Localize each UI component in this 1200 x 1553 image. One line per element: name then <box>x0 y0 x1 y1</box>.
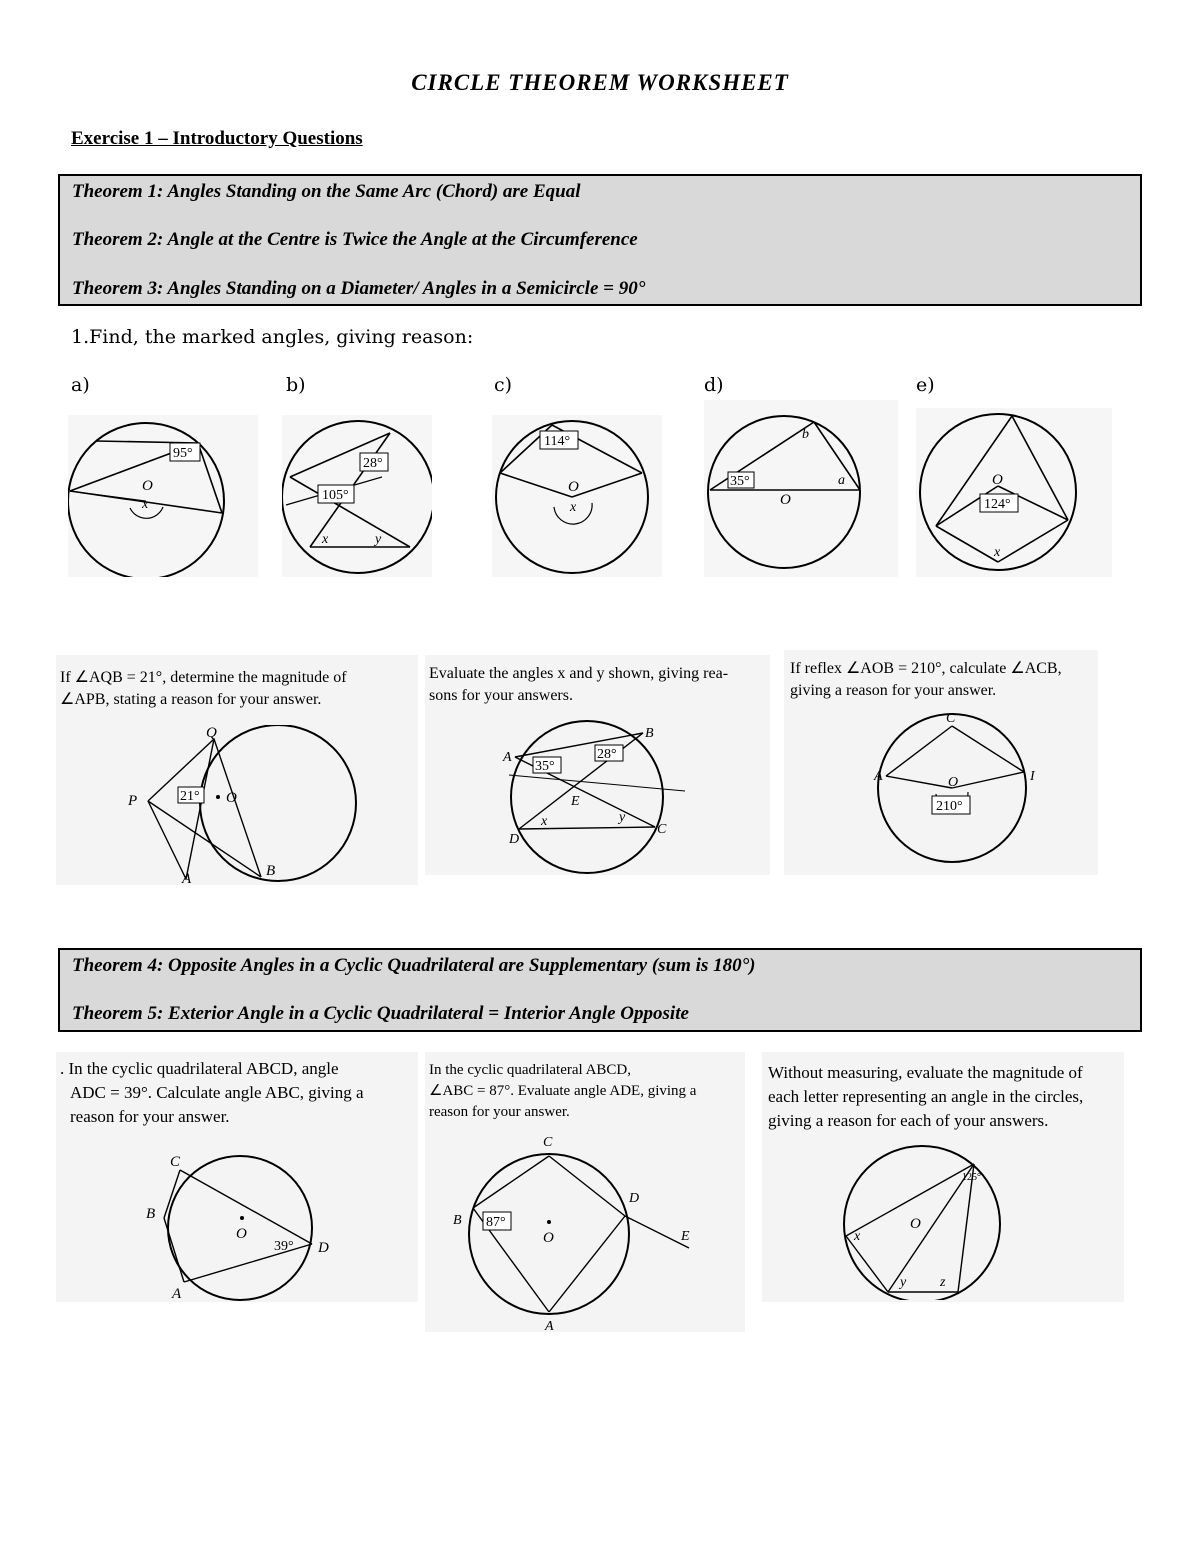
label-r3-1-C: C <box>170 1154 181 1170</box>
label-r2-2-B: B <box>645 726 654 741</box>
theorem-box-1 <box>58 174 1142 306</box>
label-r3-1-O: O <box>236 1226 247 1242</box>
label-r3-1-A: A <box>172 1286 182 1302</box>
diagram-r3-1 <box>142 1152 352 1302</box>
part-label-b: b) <box>286 374 306 396</box>
question-r2-3 <box>784 650 1098 875</box>
instruction: 1.Find, the marked angles, giving reason: <box>71 326 474 348</box>
label-r3-3-angle: 125° <box>962 1172 981 1183</box>
diagram-c <box>492 415 662 577</box>
label-r3-3-O: O <box>910 1216 921 1232</box>
q-r3-3-line3: giving a reason for each of your answers. <box>768 1111 1049 1130</box>
label-a-angle: 95° <box>173 446 193 461</box>
question-r2-2 <box>425 655 770 875</box>
label-a-x: x <box>142 497 149 512</box>
diagram-d <box>704 400 898 577</box>
theorem-1: Theorem 1: Angles Standing on the Same Arc (Chord) are Equal <box>72 181 581 202</box>
label-r2-3-B: I <box>1030 769 1035 784</box>
diagram-r2-2 <box>495 719 745 875</box>
label-r2-3-A: A <box>874 769 883 784</box>
exercise-heading: Exercise 1 – Introductory Questions <box>71 128 363 149</box>
label-b-y: y <box>375 532 382 547</box>
label-r3-1-D: D <box>318 1240 329 1256</box>
label-r3-2-angle: 87° <box>486 1215 506 1230</box>
diagram-r3-2 <box>449 1132 739 1332</box>
label-r2-2-A: A <box>503 750 512 765</box>
part-label-c: c) <box>494 374 513 396</box>
diagram-e <box>916 408 1112 577</box>
diagram-a <box>68 415 258 577</box>
label-r2-2-C: C <box>657 822 667 837</box>
label-r2-1-O: O <box>226 790 237 806</box>
label-r2-2-D: D <box>509 832 520 847</box>
label-r3-1-B: B <box>146 1206 156 1222</box>
q-r3-3-line1: Without measuring, evaluate the magnitude of <box>768 1063 1083 1082</box>
label-r2-2-E: E <box>571 794 580 809</box>
question-r3-1 <box>56 1052 418 1302</box>
theorem-3: Theorem 3: Angles Standing on a Diameter/ Angles in a Semicircle = 90° <box>72 278 646 299</box>
label-r2-3-C: C <box>946 711 956 726</box>
label-e-x: x <box>994 545 1001 560</box>
label-e-centre: O <box>992 472 1003 488</box>
q-r3-1-line1: . In the cyclic quadrilateral ABCD, angle <box>60 1059 339 1078</box>
label-r2-1-angle: 21° <box>180 789 200 804</box>
label-r3-2-O: O <box>543 1230 554 1246</box>
label-r3-1-angle: 39° <box>274 1239 294 1254</box>
theorem-5: Theorem 5: Exterior Angle in a Cyclic Quadrilateral = Interior Angle Opposite <box>72 1003 689 1024</box>
label-r2-3-angle: 210° <box>936 799 963 814</box>
worksheet-title: CIRCLE THEOREM WORKSHEET <box>411 70 789 95</box>
label-r3-2-A: A <box>545 1319 554 1332</box>
q-r3-2-line2: ∠ABC = 87°. Evaluate angle ADE, giving a <box>429 1083 697 1099</box>
diagram-b <box>282 415 432 577</box>
label-b-105: 105° <box>322 488 349 503</box>
label-r2-2-x: x <box>541 814 548 829</box>
label-r3-2-D: D <box>629 1191 640 1206</box>
label-r3-3-z: z <box>940 1275 946 1290</box>
part-label-e: e) <box>916 374 935 396</box>
label-d-a: a <box>838 473 845 488</box>
question-r2-1 <box>56 655 418 885</box>
diagram-r2-1 <box>126 725 386 885</box>
label-c-centre: O <box>568 479 579 495</box>
label-r2-1-A: A <box>182 871 192 885</box>
q-r3-1-line2: ADC = 39°. Calculate angle ABC, giving a <box>70 1083 364 1102</box>
label-c-angle: 114° <box>544 434 571 449</box>
label-a-centre: O <box>142 478 153 494</box>
question-r3-3 <box>762 1052 1124 1302</box>
label-r3-3-x: x <box>854 1229 861 1244</box>
q-r3-2-line3: reason for your answer. <box>429 1104 570 1120</box>
label-r3-3-y: y <box>900 1275 907 1290</box>
q-r2-2-line2: sons for your answers. <box>429 687 573 704</box>
q-r3-2-line1: In the cyclic quadrilateral ABCD, <box>429 1062 632 1078</box>
theorem-box-2 <box>58 948 1142 1032</box>
label-r2-1-P: P <box>128 793 138 809</box>
label-d-b: b <box>802 427 809 442</box>
q-r3-3-line2: each letter representing an angle in the circles, <box>768 1087 1084 1106</box>
diagram-r3-3 <box>838 1144 1008 1300</box>
label-b-x: x <box>322 532 329 547</box>
q-r2-3-line1: If reflex ∠AOB = 210°, calculate ∠ACB, <box>790 660 1062 677</box>
label-b-28: 28° <box>363 456 383 471</box>
label-d-centre: O <box>780 492 791 508</box>
part-label-a: a) <box>71 374 90 396</box>
label-r2-2-28: 28° <box>597 747 617 762</box>
q-r2-1-line1: If ∠AQB = 21°, determine the magnitude of <box>60 669 347 686</box>
part-label-d: d) <box>704 374 724 396</box>
q-r2-1-line2: ∠APB, stating a reason for your answer. <box>60 691 322 708</box>
theorem-4: Theorem 4: Opposite Angles in a Cyclic Quadrilateral are Supplementary (sum is 180°) <box>72 955 756 976</box>
label-r2-1-Q: Q <box>206 725 217 741</box>
label-e-angle: 124° <box>984 497 1011 512</box>
label-r3-2-E: E <box>681 1229 690 1244</box>
label-r2-1-B: B <box>266 863 276 879</box>
label-c-x: x <box>570 500 577 515</box>
q-r2-2-line1: Evaluate the angles x and y shown, giving rea- <box>429 665 729 682</box>
label-r2-2-y: y <box>619 810 626 825</box>
theorem-2: Theorem 2: Angle at the Centre is Twice the Angle at the Circumference <box>72 229 638 250</box>
q-r2-3-line2: giving a reason for your answer. <box>790 682 997 699</box>
label-r2-3-O: O <box>948 775 959 790</box>
label-r3-2-C: C <box>543 1135 553 1150</box>
label-r3-2-B: B <box>453 1213 462 1228</box>
label-d-angle: 35° <box>730 474 750 489</box>
question-r3-2 <box>425 1052 745 1332</box>
diagram-r2-3 <box>870 708 1050 870</box>
q-r3-1-line3: reason for your answer. <box>70 1107 230 1126</box>
label-r2-2-35: 35° <box>535 759 555 774</box>
